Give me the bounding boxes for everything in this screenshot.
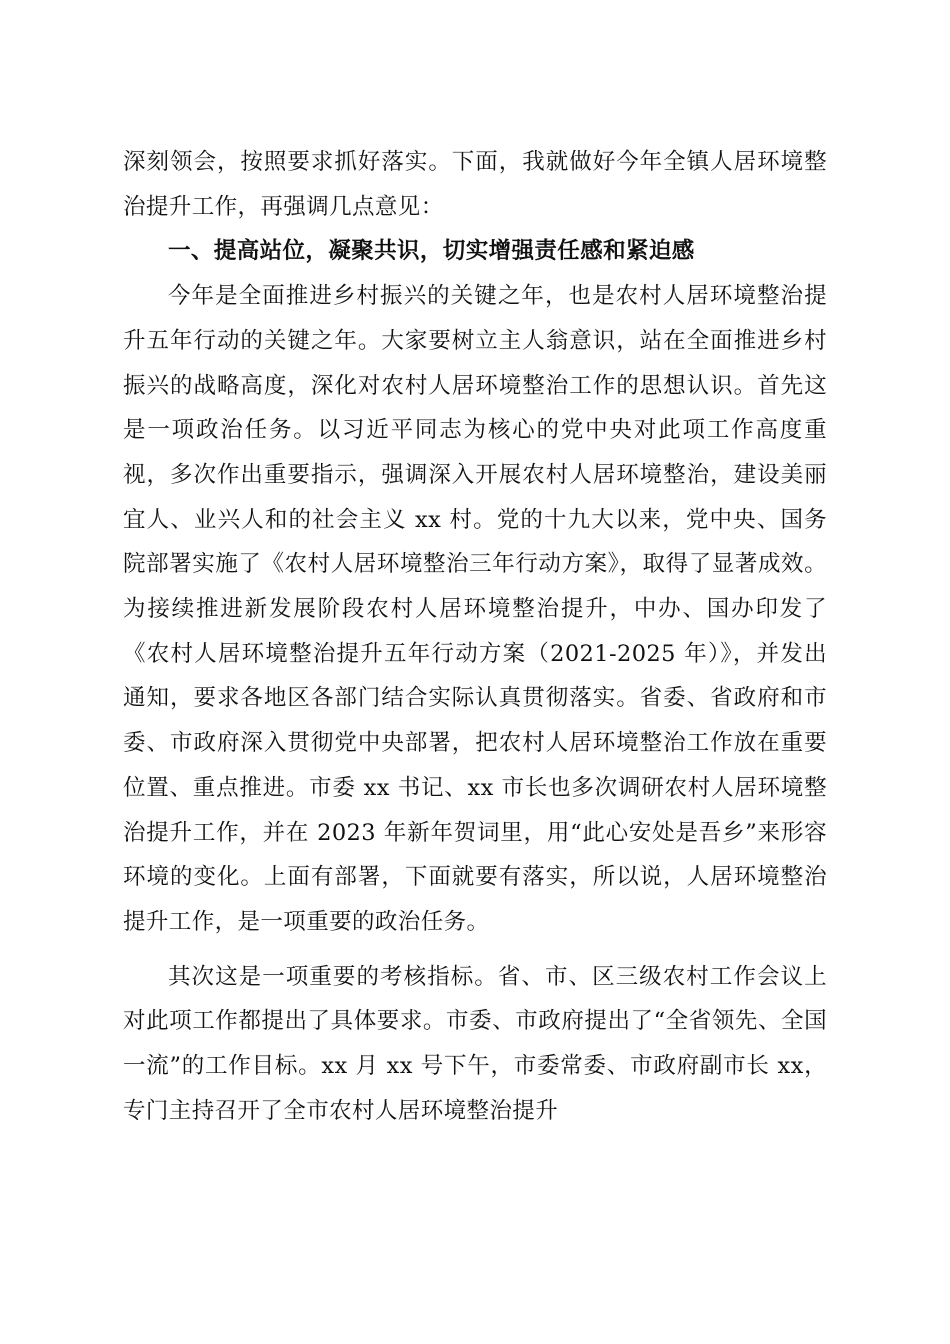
paragraph-assessment-indicator: 其次这是一项重要的考核指标。省、市、区三级农村工作会议上对此项工作都提出了具体要求。市委、市政府提出了“全省领先、全国一流”的工作目标。xx 月 xx 号下午，市委常委、市政府副市长 xx，专门主持召开了全市农村人居环境整治提升: [123, 963, 827, 1124]
paragraph-continuation: 深刻领会，按照要求抓好落实。下面，我就做好今年全镇人居环境整治提升工作，再强调几点意见：: [123, 149, 827, 220]
section-heading: 一、提高站位，凝聚共识，切实增强责任感和紧迫感: [168, 238, 695, 265]
document-body: [123, 140, 827, 1133]
paragraph-political-task: 今年是全面推进乡村振兴的关键之年，也是农村人居环境整治提升五年行动的关键之年。大家要树立主人翁意识，站在全面推进乡村振兴的战略高度，深化对农村人居环境整治工作的思想认识。首先这是一项政治任务。以习近平同志为核心的党中央对此项工作高度重视，多次作出重要指示，强调深入开展农村人居环境整治，建设美丽宜人、业兴人和的社会主义 xx 村。党的十九大以来，党中央、国务院部署实施了《农村人居环境整治三年行动方案》，取得了显著成效。为接续推进新发展阶段农村人居环境整治提升，中办、国办印发了《农村人居环境整治提升五年行动方案（2021-2025 年）》，并发出通知，要求各地区各部门结合实际认真贯彻落实。省委、省政府和市委、市政府深入贯彻党中央部署，把农村人居环境整治工作放在重要位置、重点推进。市委 xx 书记、xx 市长也多次调研农村人居环境整治提升工作，并在 2023 年新年贺词里，用“此心安处是吾乡”来形容环境的变化。上面有部署，下面就要有落实，所以说，人居环境整治提升工作，是一项重要的政治任务。: [123, 283, 827, 935]
